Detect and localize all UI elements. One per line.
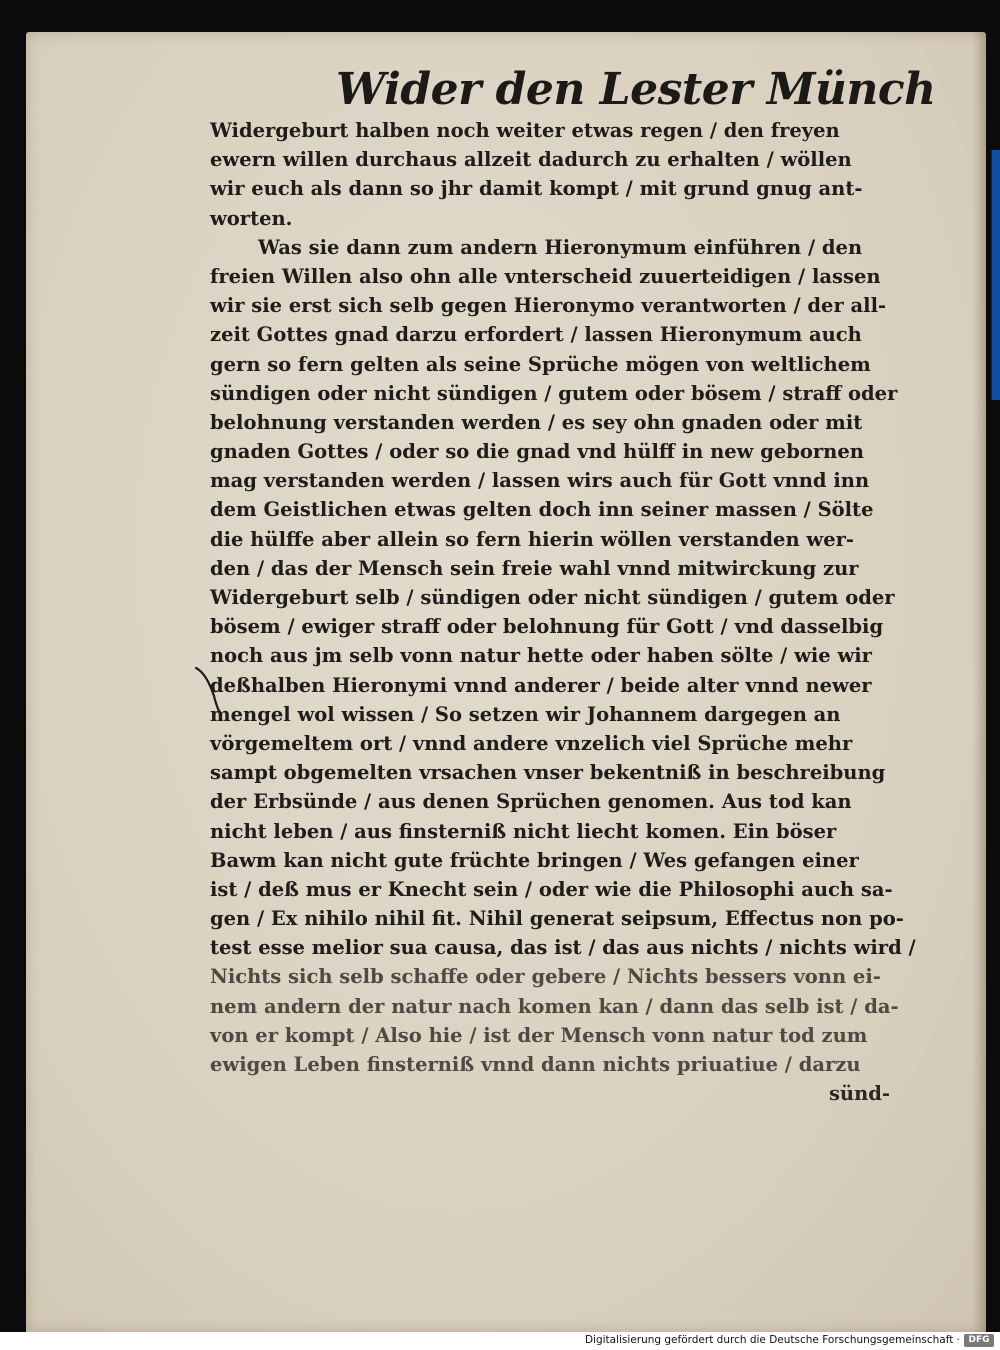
text-line: gen / Ex nihilo nihil fit. Nihil generat seipsum, Effectus non po- — [210, 907, 904, 931]
footer-bar — [0, 1332, 1000, 1350]
text-line: ist / deß mus er Knecht sein / oder wie die Philosophi auch sa- — [210, 877, 893, 901]
text-line: noch aus jm selb vonn natur hette oder haben sölte / wie wir — [210, 644, 872, 668]
text-line: Was sie dann zum andern Hieronymum einführen / den — [258, 235, 863, 259]
text-line: worten. — [210, 206, 293, 230]
text-line: wir sie erst sich selb gegen Hieronymo verantworten / der all- — [210, 294, 887, 318]
body-text — [210, 116, 916, 1108]
text-line: die hülffe aber allein so fern hierin wöllen verstanden wer- — [210, 527, 854, 551]
page-edge-shadow — [972, 32, 986, 1332]
text-line: zeit Gottes gnad darzu erfordert / lassen Hieronymum auch — [210, 323, 862, 347]
text-line: den / das der Mensch sein freie wahl vnnd mitwirckung zur — [210, 556, 859, 580]
text-line: belohnung verstanden werden / es sey ohn gnaden oder mit — [210, 410, 863, 434]
text-line: gern so fern gelten als seine Sprüche mögen von weltlichem — [210, 352, 871, 376]
text-line: nicht leben / aus finsterniß nicht liecht komen. Ein böser — [210, 819, 837, 843]
text-line: gnaden Gottes / oder so die gnad vnd hülff in new gebornen — [210, 440, 864, 464]
text-line: Widergeburt selb / sündigen oder nicht sündigen / gutem oder — [210, 586, 895, 609]
color-calibration-strip — [991, 150, 1000, 400]
text-line: mengel wol wissen / So setzen wir Johannem dargegen an — [210, 702, 841, 726]
text-line: wir euch als dann so jhr damit kompt / mit grund gnug ant- — [210, 177, 863, 201]
text-line: deßhalben Hieronymi vnnd anderer / beide alter vnnd newer — [210, 673, 872, 697]
text-line: von er kompt / Also hie / ist der Mensch vonn natur tod zum — [210, 1023, 868, 1047]
text-line: freien Willen also ohn alle vnterscheid zuuerteidigen / lassen — [210, 264, 881, 288]
text-line: Nichts sich selb schaffe oder gebere / Nichts bessers vonn ei- — [210, 965, 881, 989]
text-line: dem Geistlichen etwas gelten doch inn seiner massen / Sölte — [210, 498, 874, 522]
catchword: sünd- — [828, 1082, 890, 1106]
text-line: Widergeburt halben noch weiter etwas regen / den freyen — [210, 119, 840, 142]
text-line: nem andern der natur nach komen kan / dann das selb ist / da- — [210, 994, 899, 1018]
running-head: Wider den Lester Münch — [336, 64, 936, 115]
text-line: test esse melior sua causa, das ist / das aus nichts / nichts wird / — [210, 936, 916, 960]
text-line: der Erbsünde / aus denen Sprüchen genomen. Aus tod kan — [210, 790, 852, 814]
text-line: mag verstanden werden / lassen wirs auch für Gott vnnd inn — [210, 469, 870, 493]
text-line: sampt obgemelten vrsachen vnser bekentniß in beschreibung — [210, 761, 886, 785]
text-line: Bawm kan nicht gute früchte bringen / Wes gefangen einer — [210, 848, 859, 872]
dfg-logo: DFG — [964, 1334, 994, 1347]
text-line: ewern willen durchaus allzeit dadurch zu erhalten / wöllen — [210, 148, 852, 172]
text-line: sündigen oder nicht sündigen / gutem oder bösem / straff oder — [210, 381, 898, 405]
text-line: bösem / ewiger straff oder belohnung für Gott / vnd dasselbig — [210, 615, 884, 639]
digitization-credit: Digitalisierung gefördert durch die Deutsche Forschungsgemeinschaft · — [584, 1334, 960, 1346]
text-line: ewigen Leben finsterniß vnnd dann nichts priuatiue / darzu — [210, 1053, 861, 1076]
text-line: vörgemeltem ort / vnnd andere vnzelich viel Sprüche mehr — [210, 731, 853, 755]
